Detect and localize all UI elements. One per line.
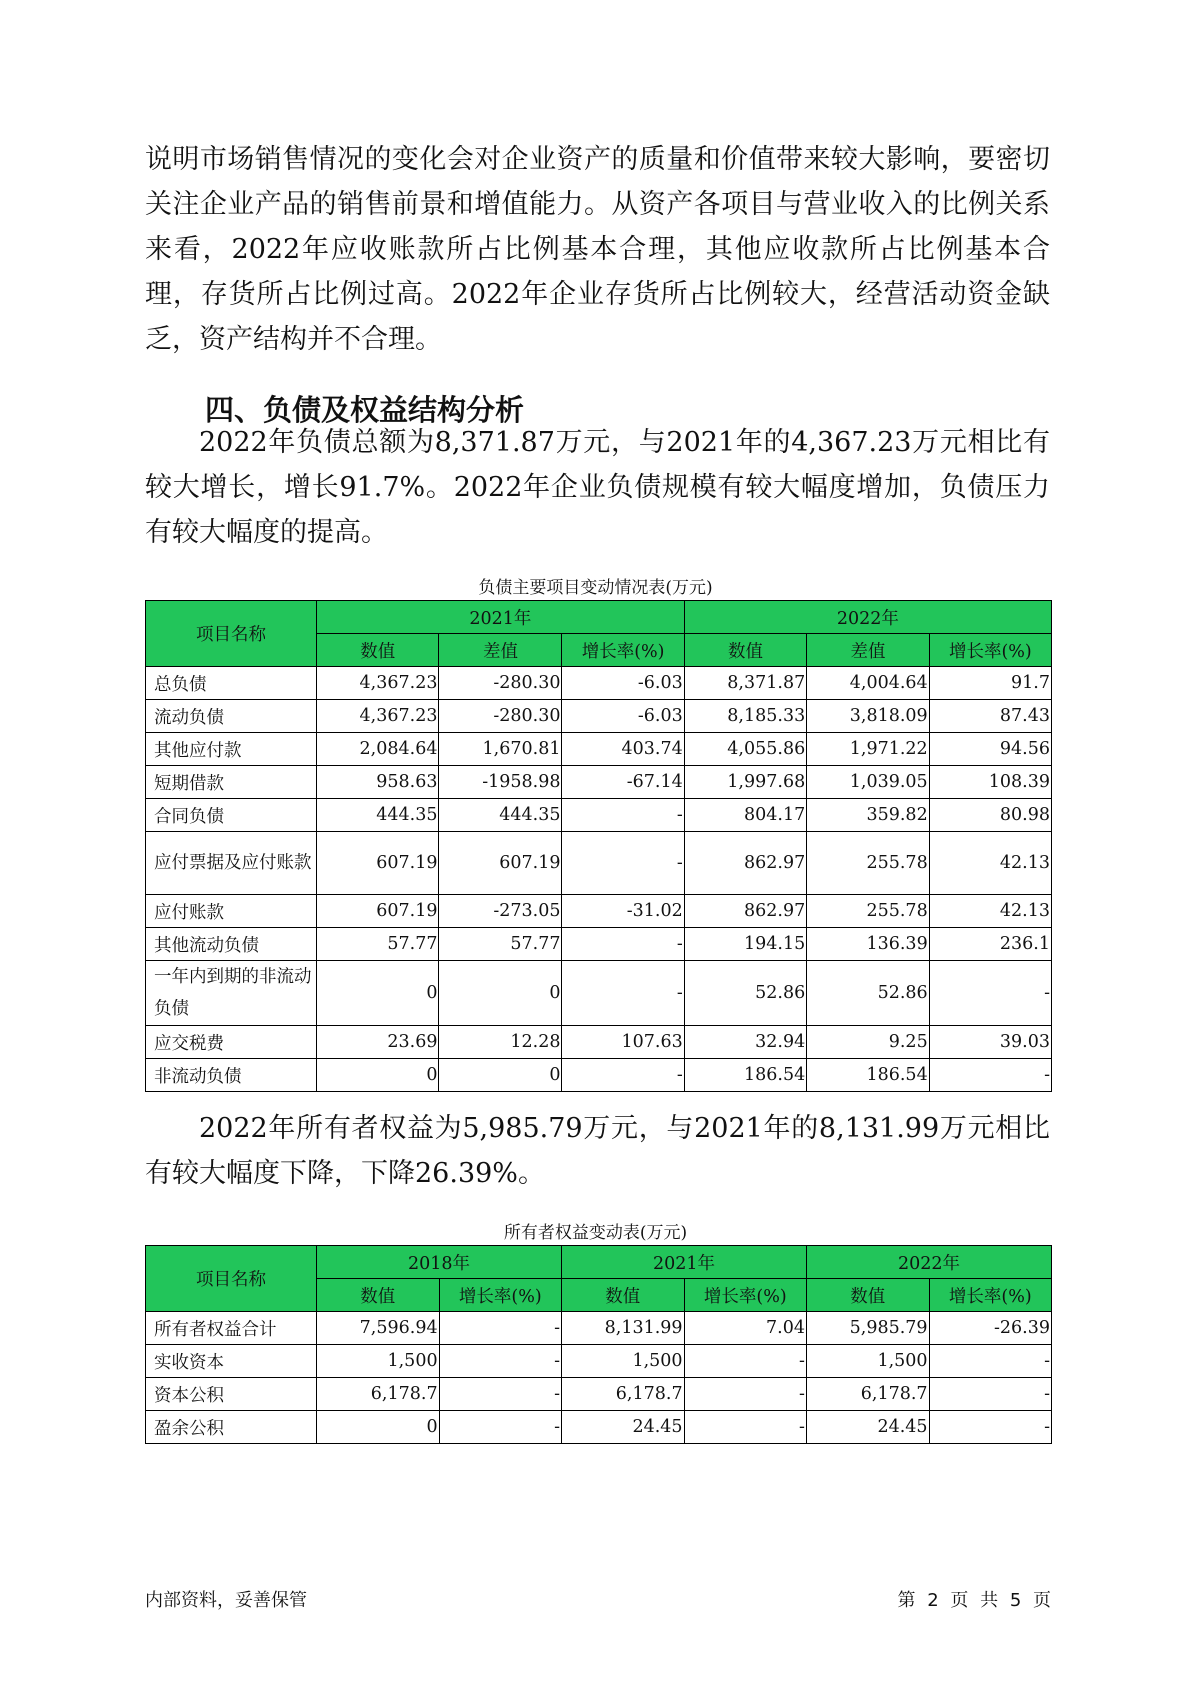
table-cell: 607.19 (317, 895, 439, 928)
table-cell: - (439, 1378, 561, 1411)
table-row (146, 1312, 1052, 1345)
row-label: 一年内到期的非流动负债 (146, 961, 317, 1026)
equity-name-header: 项目名称 (146, 1246, 317, 1312)
table-cell: 80.98 (929, 799, 1051, 832)
table-cell: 0 (317, 961, 439, 1026)
table-cell: - (562, 799, 684, 832)
equity-table (145, 1245, 1052, 1444)
table-cell: 359.82 (807, 799, 929, 832)
table-row (146, 766, 1052, 799)
liability-header-row (146, 601, 1052, 634)
table-cell: 5,985.79 (806, 1312, 929, 1345)
intro-paragraph: 说明市场销售情况的变化会对企业资产的质量和价值带来较大影响，要密切关注企业产品的销售前景和增值能力。从资产各项目与营业收入的比例关系来看，2022年应收账款所占比例基本合理，其他应收款所占比例基本合理，存货所占比例过高。2022年企业存货所占比例较大，经营活动资金缺乏，资产结构并不合理。 (145, 144, 1050, 355)
table-row (146, 1411, 1052, 1444)
equity-subheader: 数值 (317, 1279, 440, 1312)
liability-table (145, 600, 1052, 1092)
liability-table-caption: 负债主要项目变动情况表(万元) (478, 578, 713, 598)
liability-subheader: 增长率(%) (929, 634, 1051, 667)
table-cell: 4,004.64 (807, 667, 929, 700)
equity-header-row (146, 1246, 1052, 1279)
table-cell: 0 (317, 1411, 440, 1444)
table-cell: - (684, 1345, 806, 1378)
table-cell: 7,596.94 (317, 1312, 440, 1345)
table-cell: - (562, 1059, 684, 1092)
table-cell: 1,670.81 (439, 733, 562, 766)
table-cell: 57.77 (439, 928, 562, 961)
table-cell: 403.74 (562, 733, 684, 766)
table-row (146, 928, 1052, 961)
equity-year-header: 2022年 (806, 1246, 1051, 1279)
table-row (146, 700, 1052, 733)
table-cell: - (562, 928, 684, 961)
table-cell: 0 (439, 1059, 562, 1092)
row-label: 应付票据及应付账款 (146, 832, 317, 895)
liability-name-header: 项目名称 (146, 601, 317, 667)
table-cell: 186.54 (684, 1059, 806, 1092)
section-heading: 四、负债及权益结构分析 (205, 393, 525, 427)
table-cell: 0 (439, 961, 562, 1026)
row-label: 其他应付款 (146, 733, 317, 766)
row-label: 盈余公积 (146, 1411, 317, 1444)
table-cell: -6.03 (562, 667, 684, 700)
liability-table-body (146, 667, 1052, 1092)
equity-subheader: 增长率(%) (439, 1279, 561, 1312)
row-label: 合同负债 (146, 799, 317, 832)
row-label: 应交税费 (146, 1026, 317, 1059)
table-cell: - (929, 1059, 1051, 1092)
table-cell: 4,055.86 (684, 733, 806, 766)
table-cell: 57.77 (317, 928, 439, 961)
row-label: 资本公积 (146, 1378, 317, 1411)
table-cell: -1958.98 (439, 766, 562, 799)
table-cell: 6,178.7 (806, 1378, 929, 1411)
table-cell: 2,084.64 (317, 733, 439, 766)
table-cell: 39.03 (929, 1026, 1051, 1059)
row-label: 所有者权益合计 (146, 1312, 317, 1345)
table-cell: 6,178.7 (317, 1378, 440, 1411)
table-cell: 255.78 (807, 895, 929, 928)
table-cell: 1,997.68 (684, 766, 806, 799)
table-cell: 136.39 (807, 928, 929, 961)
equity-year-header: 2018年 (317, 1246, 562, 1279)
liability-paragraph: 2022年负债总额为8,371.87万元，与2021年的4,367.23万元相比有较大增长，增长91.7%。2022年企业负债规模有较大幅度增加，负债压力有较大幅度的提高。 (145, 427, 1050, 548)
row-label: 应付账款 (146, 895, 317, 928)
table-cell: 1,500 (317, 1345, 440, 1378)
table-cell: 4,367.23 (317, 667, 439, 700)
table-cell: 23.69 (317, 1026, 439, 1059)
table-row (146, 1026, 1052, 1059)
liability-year-header: 2021年 (317, 601, 685, 634)
table-cell: -26.39 (929, 1312, 1051, 1345)
table-row (146, 895, 1052, 928)
table-cell: 236.1 (929, 928, 1051, 961)
table-cell: 804.17 (684, 799, 806, 832)
liability-subheader: 增长率(%) (562, 634, 684, 667)
table-cell: 3,818.09 (807, 700, 929, 733)
table-cell: 1,500 (561, 1345, 684, 1378)
table-row (146, 799, 1052, 832)
row-label: 流动负债 (146, 700, 317, 733)
table-cell: 6,178.7 (561, 1378, 684, 1411)
table-cell: 862.97 (684, 895, 806, 928)
table-cell: 607.19 (439, 832, 562, 895)
equity-table-body (146, 1312, 1052, 1444)
table-cell: -67.14 (562, 766, 684, 799)
table-row (146, 1378, 1052, 1411)
row-label: 其他流动负债 (146, 928, 317, 961)
table-cell: 24.45 (806, 1411, 929, 1444)
table-cell: 8,185.33 (684, 700, 806, 733)
table-cell: -280.30 (439, 667, 562, 700)
table-cell: -280.30 (439, 700, 562, 733)
table-cell: 94.56 (929, 733, 1051, 766)
table-cell: 108.39 (929, 766, 1051, 799)
table-cell: - (929, 1378, 1051, 1411)
table-cell: 4,367.23 (317, 700, 439, 733)
table-row (146, 1059, 1052, 1092)
table-cell: - (439, 1411, 561, 1444)
table-cell: - (439, 1345, 561, 1378)
table-cell: 194.15 (684, 928, 806, 961)
table-cell: - (929, 1345, 1051, 1378)
table-cell: 1,500 (806, 1345, 929, 1378)
table-cell: 91.7 (929, 667, 1051, 700)
page-number: 第 2 页 共 5 页 (897, 1590, 1051, 1611)
row-label: 短期借款 (146, 766, 317, 799)
equity-subheader: 数值 (806, 1279, 929, 1312)
equity-year-header: 2021年 (561, 1246, 806, 1279)
table-cell: 107.63 (562, 1026, 684, 1059)
table-row (146, 961, 1052, 1026)
table-cell: -6.03 (562, 700, 684, 733)
table-cell: 9.25 (807, 1026, 929, 1059)
table-cell: 8,371.87 (684, 667, 806, 700)
footer-note: 内部资料，妥善保管 (145, 1590, 307, 1611)
table-cell: 0 (317, 1059, 439, 1092)
table-cell: - (684, 1411, 806, 1444)
table-cell: - (929, 961, 1051, 1026)
table-cell: 186.54 (807, 1059, 929, 1092)
table-cell: - (684, 1378, 806, 1411)
table-cell: - (439, 1312, 561, 1345)
liability-subheader: 差值 (807, 634, 929, 667)
table-cell: 42.13 (929, 832, 1051, 895)
table-cell: 24.45 (561, 1411, 684, 1444)
table-cell: 255.78 (807, 832, 929, 895)
table-cell: 7.04 (684, 1312, 806, 1345)
table-cell: 444.35 (317, 799, 439, 832)
table-cell: - (929, 1411, 1051, 1444)
table-cell: -31.02 (562, 895, 684, 928)
table-cell: 862.97 (684, 832, 806, 895)
equity-subheader: 增长率(%) (684, 1279, 806, 1312)
row-label: 总负债 (146, 667, 317, 700)
table-cell: 52.86 (684, 961, 806, 1026)
table-cell: 444.35 (439, 799, 562, 832)
table-cell: 32.94 (684, 1026, 806, 1059)
table-cell: 1,971.22 (807, 733, 929, 766)
table-row (146, 667, 1052, 700)
table-cell: - (562, 961, 684, 1026)
table-cell: - (562, 832, 684, 895)
table-cell: 8,131.99 (561, 1312, 684, 1345)
table-row (146, 733, 1052, 766)
table-cell: 52.86 (807, 961, 929, 1026)
table-cell: 607.19 (317, 832, 439, 895)
liability-year-header: 2022年 (684, 601, 1051, 634)
liability-subheader: 数值 (317, 634, 439, 667)
equity-paragraph: 2022年所有者权益为5,985.79万元，与2021年的8,131.99万元相比有较大幅度下降，下降26.39%。 (145, 1113, 1050, 1189)
table-cell: 42.13 (929, 895, 1051, 928)
row-label: 实收资本 (146, 1345, 317, 1378)
row-label: 非流动负债 (146, 1059, 317, 1092)
equity-subheader: 增长率(%) (929, 1279, 1051, 1312)
liability-subheader: 数值 (684, 634, 806, 667)
table-cell: 958.63 (317, 766, 439, 799)
table-cell: 12.28 (439, 1026, 562, 1059)
liability-subheader: 差值 (439, 634, 562, 667)
table-row (146, 832, 1052, 895)
table-row (146, 1345, 1052, 1378)
table-cell: -273.05 (439, 895, 562, 928)
table-cell: 87.43 (929, 700, 1051, 733)
table-cell: 1,039.05 (807, 766, 929, 799)
equity-subheader: 数值 (561, 1279, 684, 1312)
equity-table-caption: 所有者权益变动表(万元) (503, 1223, 688, 1243)
